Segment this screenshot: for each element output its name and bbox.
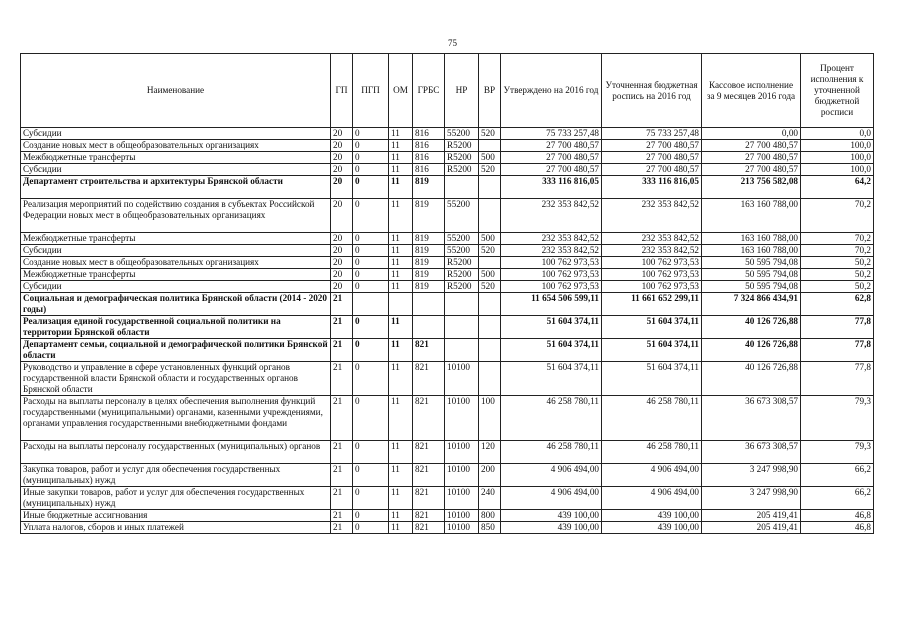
- cell-np: R5200: [445, 140, 479, 152]
- table-row: [21, 522, 874, 534]
- cell-ppgp: 0: [353, 176, 389, 199]
- cell-refined: 232 353 842,52: [602, 233, 702, 245]
- cell-percent: 66,2: [801, 464, 874, 487]
- cell-om: 11: [389, 128, 413, 140]
- cell-name: Иные закупки товаров, работ и услуг для обеспечения государственных (муниципальных) нужд: [21, 487, 331, 510]
- cell-grbs: 819: [413, 257, 445, 269]
- cell-grbs: 819: [413, 176, 445, 199]
- header-om: ОМ: [389, 54, 413, 128]
- table-header-row: [21, 54, 874, 128]
- cell-name: Межбюджетные трансферты: [21, 233, 331, 245]
- cell-vr: 850: [479, 522, 501, 534]
- cell-cash: 36 673 308,57: [702, 441, 801, 464]
- cell-np: 10100: [445, 487, 479, 510]
- table-row: [21, 464, 874, 487]
- table-row: [21, 199, 874, 233]
- cell-approved: 439 100,00: [501, 522, 602, 534]
- cell-refined: 51 604 374,11: [602, 362, 702, 396]
- cell-percent: 70,2: [801, 199, 874, 233]
- cell-grbs: [413, 293, 445, 316]
- cell-approved: 75 733 257,48: [501, 128, 602, 140]
- cell-percent: 50,2: [801, 281, 874, 293]
- cell-np: 10100: [445, 464, 479, 487]
- cell-ppgp: 0: [353, 245, 389, 257]
- cell-refined: 51 604 374,11: [602, 316, 702, 339]
- cell-vr: 200: [479, 464, 501, 487]
- cell-approved: 51 604 374,11: [501, 316, 602, 339]
- cell-name: Субсидии: [21, 245, 331, 257]
- cell-refined: 333 116 816,05: [602, 176, 702, 199]
- table-row: [21, 176, 874, 199]
- cell-cash: 213 756 582,08: [702, 176, 801, 199]
- cell-om: 11: [389, 396, 413, 441]
- cell-vr: 500: [479, 233, 501, 245]
- cell-percent: 79,3: [801, 396, 874, 441]
- cell-name: Создание новых мест в общеобразовательных организациях: [21, 257, 331, 269]
- cell-gp: 20: [331, 164, 353, 176]
- cell-cash: 27 700 480,57: [702, 140, 801, 152]
- cell-cash: 0,00: [702, 128, 801, 140]
- cell-percent: 70,2: [801, 245, 874, 257]
- cell-percent: 62,8: [801, 293, 874, 316]
- cell-name: Реализация единой государственной социальной политики на территории Брянской области: [21, 316, 331, 339]
- header-grbs: ГРБС: [413, 54, 445, 128]
- cell-gp: 21: [331, 522, 353, 534]
- cell-np: R5200: [445, 152, 479, 164]
- cell-ppgp: 0: [353, 164, 389, 176]
- cell-ppgp: 0: [353, 233, 389, 245]
- cell-gp: 20: [331, 245, 353, 257]
- cell-om: 11: [389, 257, 413, 269]
- cell-name: Расходы на выплаты персоналу в целях обеспечения выполнения функций государственными (муниципальными) органами, казенными учреждениями, органами управления государственными внебюджетными фондами: [21, 396, 331, 441]
- cell-percent: 77,8: [801, 339, 874, 362]
- cell-approved: 100 762 973,53: [501, 281, 602, 293]
- cell-ppgp: [353, 293, 389, 316]
- cell-np: R5200: [445, 269, 479, 281]
- cell-np: [445, 339, 479, 362]
- cell-vr: [479, 362, 501, 396]
- cell-cash: 163 160 788,00: [702, 233, 801, 245]
- cell-gp: 20: [331, 128, 353, 140]
- header-gp: ГП: [331, 54, 353, 128]
- cell-grbs: 821: [413, 441, 445, 464]
- cell-grbs: 816: [413, 164, 445, 176]
- cell-name: Иные бюджетные ассигнования: [21, 510, 331, 522]
- cell-vr: 120: [479, 441, 501, 464]
- cell-np: 55200: [445, 199, 479, 233]
- cell-approved: 27 700 480,57: [501, 140, 602, 152]
- cell-gp: 20: [331, 233, 353, 245]
- header-ppgp: ПГП: [353, 54, 389, 128]
- cell-ppgp: 0: [353, 441, 389, 464]
- cell-grbs: 821: [413, 396, 445, 441]
- cell-ppgp: 0: [353, 396, 389, 441]
- cell-om: 11: [389, 487, 413, 510]
- cell-np: 10100: [445, 522, 479, 534]
- cell-np: 55200: [445, 245, 479, 257]
- cell-grbs: 816: [413, 128, 445, 140]
- table-row: [21, 293, 874, 316]
- cell-grbs: 821: [413, 339, 445, 362]
- cell-approved: 232 353 842,52: [501, 245, 602, 257]
- cell-cash: 50 595 794,08: [702, 281, 801, 293]
- cell-vr: 100: [479, 396, 501, 441]
- cell-om: 11: [389, 510, 413, 522]
- cell-grbs: 819: [413, 199, 445, 233]
- cell-ppgp: 0: [353, 464, 389, 487]
- cell-ppgp: 0: [353, 522, 389, 534]
- cell-percent: 46,8: [801, 522, 874, 534]
- cell-np: [445, 176, 479, 199]
- cell-gp: 21: [331, 396, 353, 441]
- header-np: НР: [445, 54, 479, 128]
- cell-cash: 3 247 998,90: [702, 464, 801, 487]
- cell-gp: 20: [331, 140, 353, 152]
- cell-om: 11: [389, 233, 413, 245]
- cell-name: Закупка товаров, работ и услуг для обеспечения государственных (муниципальных) нужд: [21, 464, 331, 487]
- cell-gp: 20: [331, 257, 353, 269]
- cell-refined: 46 258 780,11: [602, 441, 702, 464]
- table-row: [21, 233, 874, 245]
- table-row: [21, 128, 874, 140]
- cell-cash: 50 595 794,08: [702, 269, 801, 281]
- page-number: 75: [448, 38, 457, 48]
- cell-cash: 27 700 480,57: [702, 164, 801, 176]
- cell-grbs: 819: [413, 269, 445, 281]
- cell-grbs: 821: [413, 362, 445, 396]
- cell-ppgp: 0: [353, 199, 389, 233]
- cell-grbs: 819: [413, 233, 445, 245]
- cell-gp: 20: [331, 176, 353, 199]
- cell-gp: 20: [331, 281, 353, 293]
- cell-refined: 27 700 480,57: [602, 152, 702, 164]
- cell-grbs: [413, 316, 445, 339]
- cell-grbs: 821: [413, 510, 445, 522]
- cell-refined: 439 100,00: [602, 522, 702, 534]
- cell-np: 10100: [445, 510, 479, 522]
- cell-percent: 77,8: [801, 362, 874, 396]
- cell-grbs: 816: [413, 140, 445, 152]
- cell-gp: 21: [331, 510, 353, 522]
- cell-om: [389, 293, 413, 316]
- cell-vr: [479, 339, 501, 362]
- cell-refined: 100 762 973,53: [602, 257, 702, 269]
- cell-name: Создание новых мест в общеобразовательных организациях: [21, 140, 331, 152]
- cell-om: 11: [389, 152, 413, 164]
- cell-approved: 232 353 842,52: [501, 233, 602, 245]
- cell-cash: 163 160 788,00: [702, 245, 801, 257]
- cell-om: 11: [389, 176, 413, 199]
- cell-cash: 36 673 308,57: [702, 396, 801, 441]
- cell-approved: 27 700 480,57: [501, 164, 602, 176]
- cell-np: 10100: [445, 362, 479, 396]
- table-row: [21, 396, 874, 441]
- cell-refined: 100 762 973,53: [602, 269, 702, 281]
- cell-om: 11: [389, 362, 413, 396]
- budget-execution-table: [20, 53, 874, 534]
- table-row: [21, 257, 874, 269]
- cell-name: Субсидии: [21, 281, 331, 293]
- cell-approved: 46 258 780,11: [501, 396, 602, 441]
- cell-approved: 100 762 973,53: [501, 269, 602, 281]
- cell-om: 11: [389, 281, 413, 293]
- cell-refined: 232 353 842,52: [602, 199, 702, 233]
- cell-cash: 3 247 998,90: [702, 487, 801, 510]
- table-row: [21, 269, 874, 281]
- header-cash: Кассовое исполнение за 9 месяцев 2016 года: [702, 54, 801, 128]
- cell-gp: 21: [331, 441, 353, 464]
- cell-name: Департамент семьи, социальной и демографической политики Брянской области: [21, 339, 331, 362]
- cell-np: R5200: [445, 281, 479, 293]
- cell-approved: 100 762 973,53: [501, 257, 602, 269]
- cell-refined: 46 258 780,11: [602, 396, 702, 441]
- cell-vr: [479, 257, 501, 269]
- cell-np: 55200: [445, 233, 479, 245]
- cell-approved: 11 654 506 599,11: [501, 293, 602, 316]
- cell-gp: 21: [331, 362, 353, 396]
- cell-name: Департамент строительства и архитектуры Брянской области: [21, 176, 331, 199]
- table-row: [21, 164, 874, 176]
- cell-name: Реализация мероприятий по содействию создания в субъектах Российской Федерации новых мест в общеобразовательных организациях: [21, 199, 331, 233]
- cell-percent: 50,2: [801, 269, 874, 281]
- table-row: [21, 441, 874, 464]
- cell-om: 11: [389, 441, 413, 464]
- cell-np: 10100: [445, 396, 479, 441]
- cell-refined: 4 906 494,00: [602, 487, 702, 510]
- cell-vr: 500: [479, 152, 501, 164]
- header-vr: ВР: [479, 54, 501, 128]
- cell-approved: 51 604 374,11: [501, 362, 602, 396]
- cell-ppgp: 0: [353, 152, 389, 164]
- cell-om: 11: [389, 245, 413, 257]
- table-row: [21, 362, 874, 396]
- cell-approved: 4 906 494,00: [501, 487, 602, 510]
- cell-name: Социальная и демографическая политика Брянской области (2014 - 2020 годы): [21, 293, 331, 316]
- cell-om: 11: [389, 339, 413, 362]
- cell-grbs: 816: [413, 152, 445, 164]
- cell-name: Расходы на выплаты персоналу государственных (муниципальных) органов: [21, 441, 331, 464]
- cell-om: 11: [389, 269, 413, 281]
- cell-percent: 100,0: [801, 164, 874, 176]
- cell-refined: 100 762 973,53: [602, 281, 702, 293]
- cell-gp: 20: [331, 199, 353, 233]
- cell-name: Межбюджетные трансферты: [21, 152, 331, 164]
- cell-vr: 520: [479, 164, 501, 176]
- cell-percent: 100,0: [801, 140, 874, 152]
- cell-ppgp: 0: [353, 269, 389, 281]
- cell-vr: 240: [479, 487, 501, 510]
- cell-ppgp: 0: [353, 316, 389, 339]
- cell-cash: 40 126 726,88: [702, 339, 801, 362]
- cell-vr: [479, 140, 501, 152]
- cell-ppgp: 0: [353, 281, 389, 293]
- cell-gp: 21: [331, 316, 353, 339]
- cell-ppgp: 0: [353, 362, 389, 396]
- cell-percent: 66,2: [801, 487, 874, 510]
- cell-percent: 77,8: [801, 316, 874, 339]
- cell-cash: 27 700 480,57: [702, 152, 801, 164]
- table-row: [21, 339, 874, 362]
- cell-ppgp: 0: [353, 128, 389, 140]
- cell-grbs: 821: [413, 487, 445, 510]
- header-refined: Уточненная бюджетная роспись на 2016 год: [602, 54, 702, 128]
- cell-vr: [479, 176, 501, 199]
- header-approved: Утверждено на 2016 год: [501, 54, 602, 128]
- cell-gp: 21: [331, 487, 353, 510]
- cell-percent: 79,3: [801, 441, 874, 464]
- cell-refined: 4 906 494,00: [602, 464, 702, 487]
- cell-grbs: 821: [413, 464, 445, 487]
- cell-vr: [479, 316, 501, 339]
- cell-np: R5200: [445, 164, 479, 176]
- cell-vr: [479, 293, 501, 316]
- cell-approved: 27 700 480,57: [501, 152, 602, 164]
- cell-gp: 21: [331, 464, 353, 487]
- table-row: [21, 510, 874, 522]
- cell-om: 11: [389, 316, 413, 339]
- cell-cash: 7 324 866 434,91: [702, 293, 801, 316]
- cell-ppgp: 0: [353, 487, 389, 510]
- cell-name: Межбюджетные трансферты: [21, 269, 331, 281]
- cell-approved: 51 604 374,11: [501, 339, 602, 362]
- cell-om: 11: [389, 522, 413, 534]
- cell-percent: 50,2: [801, 257, 874, 269]
- cell-grbs: 819: [413, 245, 445, 257]
- cell-name: Руководство и управление в сфере установленных функций органов государственной власти Брянской области и государственных органов Брянской области: [21, 362, 331, 396]
- cell-refined: 27 700 480,57: [602, 140, 702, 152]
- cell-gp: 21: [331, 293, 353, 316]
- cell-vr: 800: [479, 510, 501, 522]
- cell-approved: 232 353 842,52: [501, 199, 602, 233]
- cell-om: 11: [389, 164, 413, 176]
- cell-vr: 520: [479, 281, 501, 293]
- cell-cash: 205 419,41: [702, 522, 801, 534]
- cell-vr: 520: [479, 245, 501, 257]
- cell-cash: 163 160 788,00: [702, 199, 801, 233]
- cell-om: 11: [389, 464, 413, 487]
- cell-percent: 100,0: [801, 152, 874, 164]
- header-percent: Процент исполнения к уточненной бюджетной росписи: [801, 54, 874, 128]
- table-row: [21, 281, 874, 293]
- cell-refined: 75 733 257,48: [602, 128, 702, 140]
- cell-ppgp: 0: [353, 140, 389, 152]
- cell-om: 11: [389, 140, 413, 152]
- cell-gp: 21: [331, 339, 353, 362]
- cell-cash: 40 126 726,88: [702, 362, 801, 396]
- table-row: [21, 487, 874, 510]
- table-body: [21, 128, 874, 534]
- cell-gp: 20: [331, 152, 353, 164]
- cell-vr: 520: [479, 128, 501, 140]
- cell-np: [445, 316, 479, 339]
- table-row: [21, 316, 874, 339]
- cell-refined: 51 604 374,11: [602, 339, 702, 362]
- cell-name: Субсидии: [21, 164, 331, 176]
- cell-grbs: 819: [413, 281, 445, 293]
- cell-refined: 11 661 652 299,11: [602, 293, 702, 316]
- table-row: [21, 152, 874, 164]
- cell-ppgp: 0: [353, 257, 389, 269]
- cell-refined: 27 700 480,57: [602, 164, 702, 176]
- cell-refined: 232 353 842,52: [602, 245, 702, 257]
- cell-cash: 205 419,41: [702, 510, 801, 522]
- cell-percent: 0,0: [801, 128, 874, 140]
- cell-gp: 20: [331, 269, 353, 281]
- cell-approved: 46 258 780,11: [501, 441, 602, 464]
- cell-refined: 439 100,00: [602, 510, 702, 522]
- cell-approved: 333 116 816,05: [501, 176, 602, 199]
- cell-cash: 40 126 726,88: [702, 316, 801, 339]
- cell-percent: 46,8: [801, 510, 874, 522]
- table-row: [21, 245, 874, 257]
- cell-vr: 500: [479, 269, 501, 281]
- cell-np: [445, 293, 479, 316]
- cell-np: 55200: [445, 128, 479, 140]
- cell-name: Уплата налогов, сборов и иных платежей: [21, 522, 331, 534]
- cell-np: R5200: [445, 257, 479, 269]
- cell-approved: 439 100,00: [501, 510, 602, 522]
- header-name: Наименование: [21, 54, 331, 128]
- cell-ppgp: 0: [353, 510, 389, 522]
- cell-cash: 50 595 794,08: [702, 257, 801, 269]
- cell-approved: 4 906 494,00: [501, 464, 602, 487]
- cell-ppgp: 0: [353, 339, 389, 362]
- table-row: [21, 140, 874, 152]
- cell-vr: [479, 199, 501, 233]
- cell-percent: 70,2: [801, 233, 874, 245]
- cell-om: 11: [389, 199, 413, 233]
- cell-name: Субсидии: [21, 128, 331, 140]
- cell-percent: 64,2: [801, 176, 874, 199]
- cell-grbs: 821: [413, 522, 445, 534]
- cell-np: 10100: [445, 441, 479, 464]
